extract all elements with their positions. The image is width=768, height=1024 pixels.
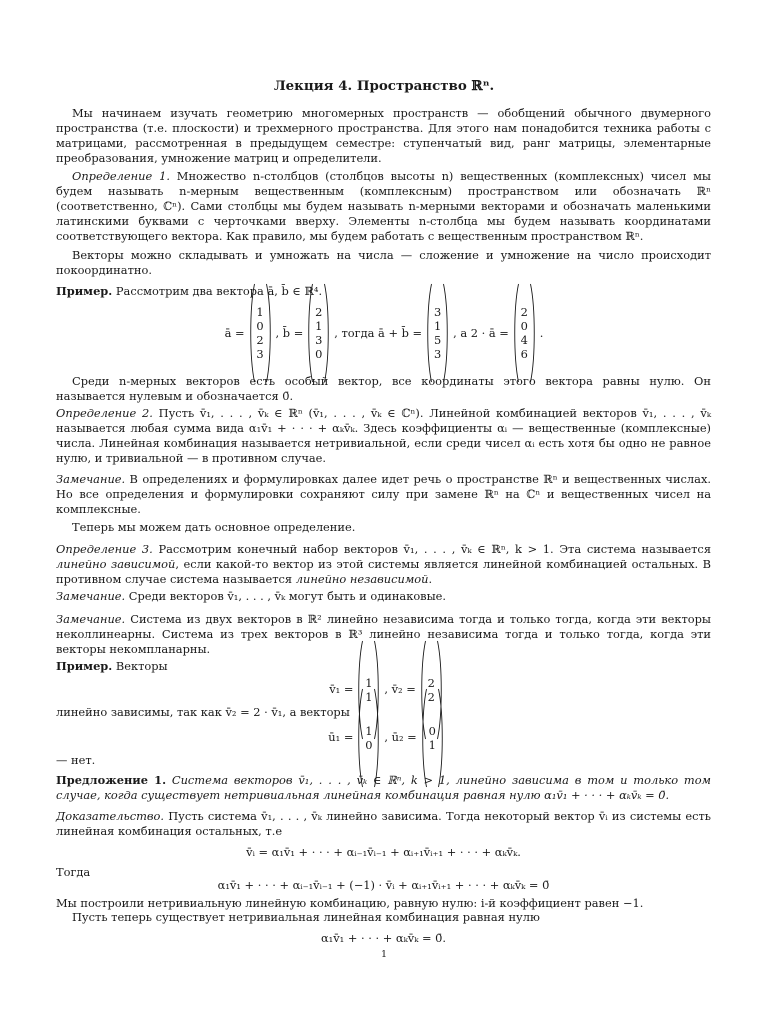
matrix-entry: 1	[256, 305, 264, 319]
matrix-entry: 3	[433, 347, 442, 361]
vector-u1-label: ū₁ =	[328, 730, 354, 744]
matrix-entry: 1	[433, 319, 442, 333]
definition-1	[56, 169, 711, 244]
proof-equation-3: α₁v̄₁ + · · · + αₖv̄ₖ = 0̄.	[320, 931, 447, 945]
sum-matrix	[426, 283, 449, 383]
proposition-1-text: Система векторов v̄₁, . . . , v̄ₖ ∈ ℝⁿ, k > 1, линейно зависима в том и только том случае, когда существует нетривиальная линейная комбинация равная нулю α₁v̄₁ + · · · + αₖv̄ₖ = 0̄.	[56, 773, 711, 802]
matrix-entry: 2	[427, 689, 435, 704]
example-2-label: Пример.	[56, 659, 113, 673]
sum-label: , тогда ā + b̄ =	[334, 325, 423, 340]
matrix-entry: 0	[256, 319, 264, 333]
vector-v2-label: , v̄₂ =	[384, 682, 416, 696]
definition-2	[56, 406, 711, 466]
vector-operations-paragraph: Векторы можно складывать и умножать на числа — сложение и умножение на число происходит покоординатно.	[56, 248, 711, 277]
vector-a-label: ā =	[224, 325, 245, 340]
definition-1-label: Определение 1.	[72, 169, 170, 183]
remark-3-text: Система из двух векторов в ℝ² линейно независима тогда и только тогда, когда эти векторы неколлинеарны. Система из трех векторов в ℝ³ линейно независима тогда и только тогда, когда эти векторы некомпланарны.	[56, 612, 711, 656]
example-2-text: Векторы	[112, 659, 168, 673]
proof-then: Тогда	[56, 865, 91, 879]
definition-3	[56, 542, 711, 587]
page-number: 1	[380, 949, 388, 960]
example-2-independent-formula	[0, 721, 768, 754]
matrix-entry: 0	[315, 347, 323, 361]
example-1-formula	[0, 302, 768, 364]
page-title: Лекция 4. Пространство ℝⁿ.	[273, 78, 495, 94]
example-2-dependent-formula	[0, 673, 768, 706]
remark-1	[56, 472, 711, 517]
matrix-entry: 1	[315, 319, 323, 333]
example-2-dependent-text: линейно зависимы, так как v̄₂ = 2 · v̄₁, а векторы	[56, 705, 350, 719]
example-1-intro	[56, 284, 711, 299]
main-definition-intro: Теперь мы можем дать основное определение.	[72, 520, 356, 534]
matrix-entry: 5	[433, 333, 442, 347]
formula-end-period: .	[539, 325, 544, 340]
remark-3-label: Замечание.	[56, 612, 126, 626]
vector-v1-label: v̄₁ =	[329, 682, 354, 696]
matrix-entry: 1	[428, 737, 436, 752]
proof-now-text: Пусть теперь существует нетривиальная линейная комбинация равная нулю	[72, 910, 540, 924]
remark-1-text: В определениях и формулировках далее идет речь о пространстве ℝⁿ и вещественных числах. Но все определения и формулировки сохраняют силу при замене ℝⁿ на ℂⁿ и вещественных чисел на комплексные.	[56, 472, 711, 516]
definition-3-label: Определение 3.	[56, 542, 153, 556]
remark-2-label: Замечание.	[56, 589, 126, 603]
example-1-text: Рассмотрим два вектора ā, b̄ ∈ ℝ⁴.	[112, 284, 323, 298]
definition-3-text: .	[428, 572, 433, 586]
vector-a-matrix	[249, 283, 272, 383]
definition-2-text: Пусть v̄₁, . . . , v̄ₖ ∈ ℝⁿ (v̄₁, . . . , v̄ₖ ∈ ℂⁿ). Линейной комбинацией векторов v̄₁, . . . , v̄ₖ называется любая сумма вида α₁v̄₁ + · · · + αₖv̄ₖ. Здесь коэффициенты αᵢ — вещественные (комплексные) числа. Линейная комбинация называется нетривиальной, если среди чисел αᵢ есть хотя бы одно не равное нулю, и тривиальной — в противном случае.	[56, 406, 711, 465]
proof	[56, 809, 711, 839]
matrix-entry: 1	[365, 675, 373, 690]
zero-vector-paragraph: Среди n-мерных векторов есть особый вектор, все координаты этого вектора равны нулю. Он называется нулевым и обозначается 0̄.	[56, 374, 711, 403]
definition-1-text: Множество n-столбцов (столбцов высоты n) вещественных (комплексных) чисел мы будем называть n-мерным вещественным (комплексным) пространством или обозначать ℝⁿ (соответственно, ℂⁿ). Сами столбцы мы будем называть n-мерными векторами и обозначать маленькими латинскими буквами с черточками вверху. Элементы n-столбца мы будем называть координатами соответствующего вектора. Как правило, мы будем работать с вещественным пространством ℝⁿ.	[56, 169, 711, 243]
definition-3-text: Рассмотрим конечный набор векторов v̄₁, . . . , v̄ₖ ∈ ℝⁿ, k > 1. Эта система называется	[152, 542, 712, 556]
matrix-entry: 0	[365, 737, 373, 752]
remark-2-text: Среди векторов v̄₁, . . . , v̄ₖ могут быть и одинаковые.	[125, 589, 447, 603]
matrix-entry: 3	[433, 305, 442, 319]
matrix-entry: 4	[520, 333, 528, 347]
linearly-independent-term: линейно независимой	[295, 572, 429, 586]
definition-3-text: , если какой-то вектор из этой системы является линейной комбинацией остальных. В противном случае система называется	[56, 557, 711, 586]
vector-b-matrix	[307, 283, 330, 383]
example-2-no-text: — нет.	[56, 753, 96, 767]
matrix-entry: 6	[520, 347, 528, 361]
vector-u2-label: , ū₂ =	[384, 730, 417, 744]
intro-paragraph: Мы начинаем изучать геометрию многомерных пространств — обобщений обычного двумерного пространства (т.е. плоскости) и трехмерного пространства. Для этого нам понадобится техника работы с матрицами, рассмотренная в предыдущем семестре: ступенчатый вид, ранг матрицы, элементарные преобразования, умножение матриц и определители.	[56, 106, 711, 165]
remark-1-label: Замечание.	[56, 472, 126, 486]
example-1-label: Пример.	[56, 284, 113, 298]
proof-built-text: Мы построили нетривиальную линейную комбинацию, равную нулю: i-й коэффициент равен −1.	[56, 896, 644, 910]
matrix-entry: 0	[520, 319, 528, 333]
proposition-1	[56, 773, 711, 803]
proposition-1-label: Предложение 1.	[56, 773, 167, 787]
matrix-entry: 2	[315, 305, 323, 319]
matrix-entry: 3	[256, 347, 264, 361]
matrix-entry: 2	[256, 333, 264, 347]
proof-equation-1: v̄ᵢ = α₁v̄₁ + · · · + αᵢ₋₁v̄ᵢ₋₁ + αᵢ₊₁v̄ᵢ₊₁ + · · · + αₖv̄ₖ.	[246, 845, 521, 859]
scalar-multiple-label: , а 2 · ā =	[453, 325, 509, 340]
matrix-entry: 0	[428, 723, 436, 738]
proof-text: Пусть система v̄₁, . . . , v̄ₖ линейно зависима. Тогда некоторый вектор v̄ᵢ из системы есть линейная комбинация остальных, т.е	[56, 809, 711, 838]
matrix-entry: 3	[315, 333, 323, 347]
matrix-entry: 2	[427, 675, 435, 690]
matrix-entry: 2	[520, 305, 528, 319]
definition-2-label: Определение 2.	[56, 406, 153, 420]
scalar-multiple-matrix	[513, 283, 536, 383]
linearly-dependent-term: линейно зависимой	[56, 557, 176, 571]
remark-2	[56, 589, 711, 604]
remark-3	[56, 612, 711, 657]
example-2-intro	[56, 659, 711, 674]
vector-b-label: , b̄ =	[275, 325, 304, 340]
matrix-entry: 1	[365, 723, 373, 738]
matrix-entry: 1	[365, 689, 373, 704]
proof-equation-2: α₁v̄₁ + · · · + αᵢ₋₁v̄ᵢ₋₁ + (−1) · v̄ᵢ + αᵢ₊₁v̄ᵢ₊₁ + · · · + αₖv̄ₖ = 0̄	[217, 878, 550, 892]
proof-label: Доказательство.	[56, 809, 164, 823]
